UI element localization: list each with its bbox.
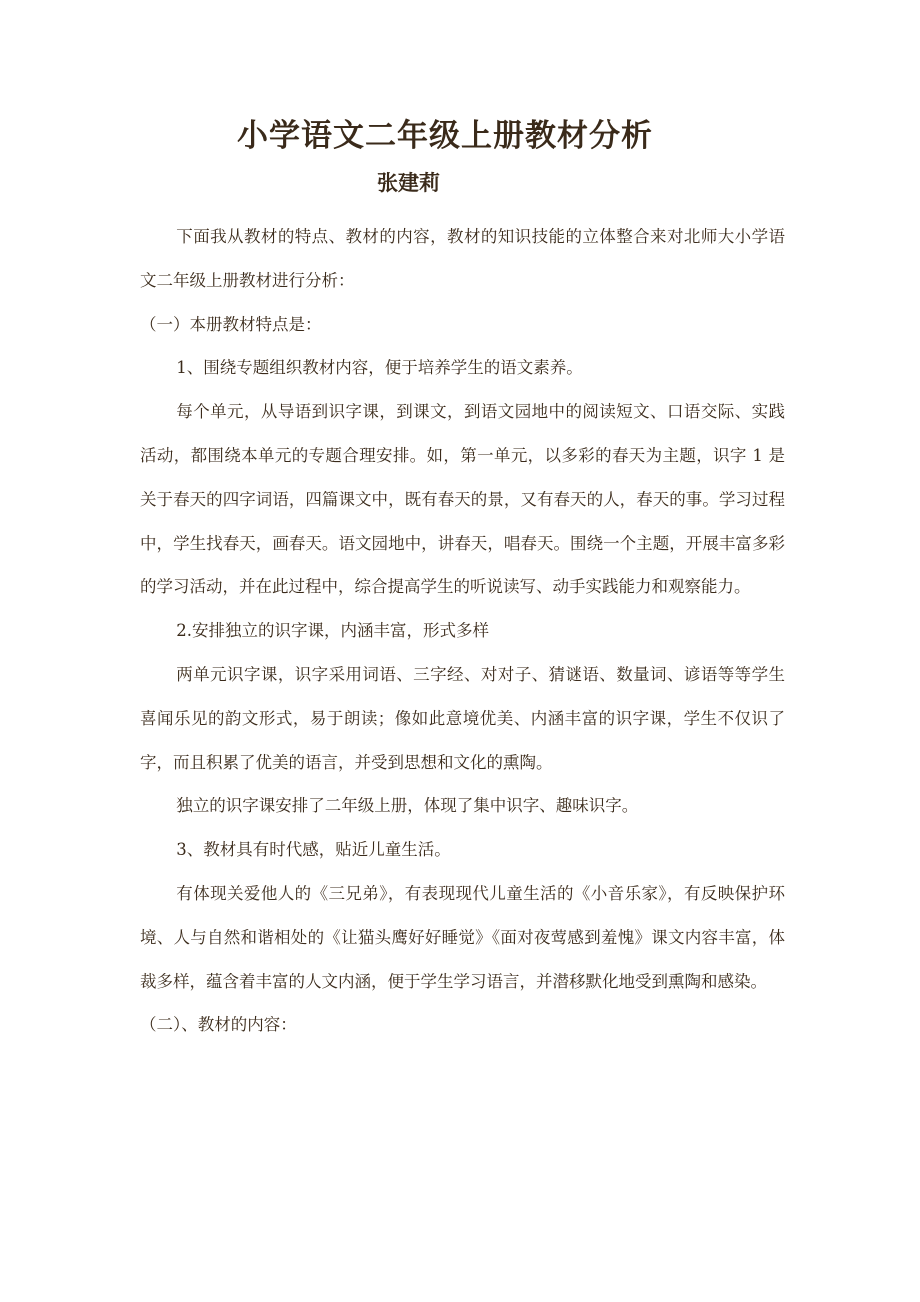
- section-heading-features: （一）本册教材特点是：: [140, 314, 322, 334]
- feature-1-paragraph: 每个单元，从导语到识字课，到课文，到语文园地中的阅读短文、口语交际、实践活动，都围绕本单元的专题合理安排。如，第一单元，以多彩的春天为主题，识字 1 是关于春天的四字词语，四篇课文中，既有春天的景，又有春天的人，春天的事。学习过程中，学生找春天，画春天。语文园地中，讲春天，唱春天。围绕一个主题，开展丰富多彩的学习活动，并在此过程中，综合提高学生的听说读写、动手实践能力和观察能力。: [140, 402, 785, 597]
- feature-2-heading: 2.安排独立的识字课，内涵丰富，形式多样: [176, 621, 490, 641]
- feature-3-heading: 3、教材具有时代感，贴近儿童生活。: [176, 840, 451, 860]
- author-name: 张建莉: [377, 171, 440, 195]
- feature-2-note: 独立的识字课安排了二年级上册，体现了集中识字、趣味识字。: [176, 796, 639, 816]
- document-title: 小学语文二年级上册教材分析: [237, 118, 653, 154]
- feature-3-paragraph: 有体现关爱他人的《三兄弟》，有表现现代儿童生活的《小音乐家》，有反映保护环境、人与自然和谐相处的《让猫头鹰好好睡觉》《面对夜莺感到羞愧》课文内容丰富，体裁多样，蕴含着丰富的人文内涵，便于学生学习语言，并潜移默化地受到熏陶和感染。: [140, 883, 785, 991]
- intro-paragraph: 下面我从教材的特点、教材的内容，教材的知识技能的立体整合来对北师大小学语文二年级上册教材进行分析：: [140, 227, 785, 290]
- document-body: [140, 215, 785, 1047]
- feature-2-paragraph: 两单元识字课，识字采用词语、三字经、对对子、猜谜语、数量词、谚语等等学生喜闻乐见的韵文形式，易于朗读；像如此意境优美、内涵丰富的识字课，学生不仅识了字，而且积累了优美的语言，并受到思想和文化的熏陶。: [140, 664, 785, 772]
- section-heading-content: （二）、教材的内容：: [140, 1015, 297, 1035]
- feature-1-heading: 1、围绕专题组织教材内容，便于培养学生的语文素养。: [176, 358, 583, 378]
